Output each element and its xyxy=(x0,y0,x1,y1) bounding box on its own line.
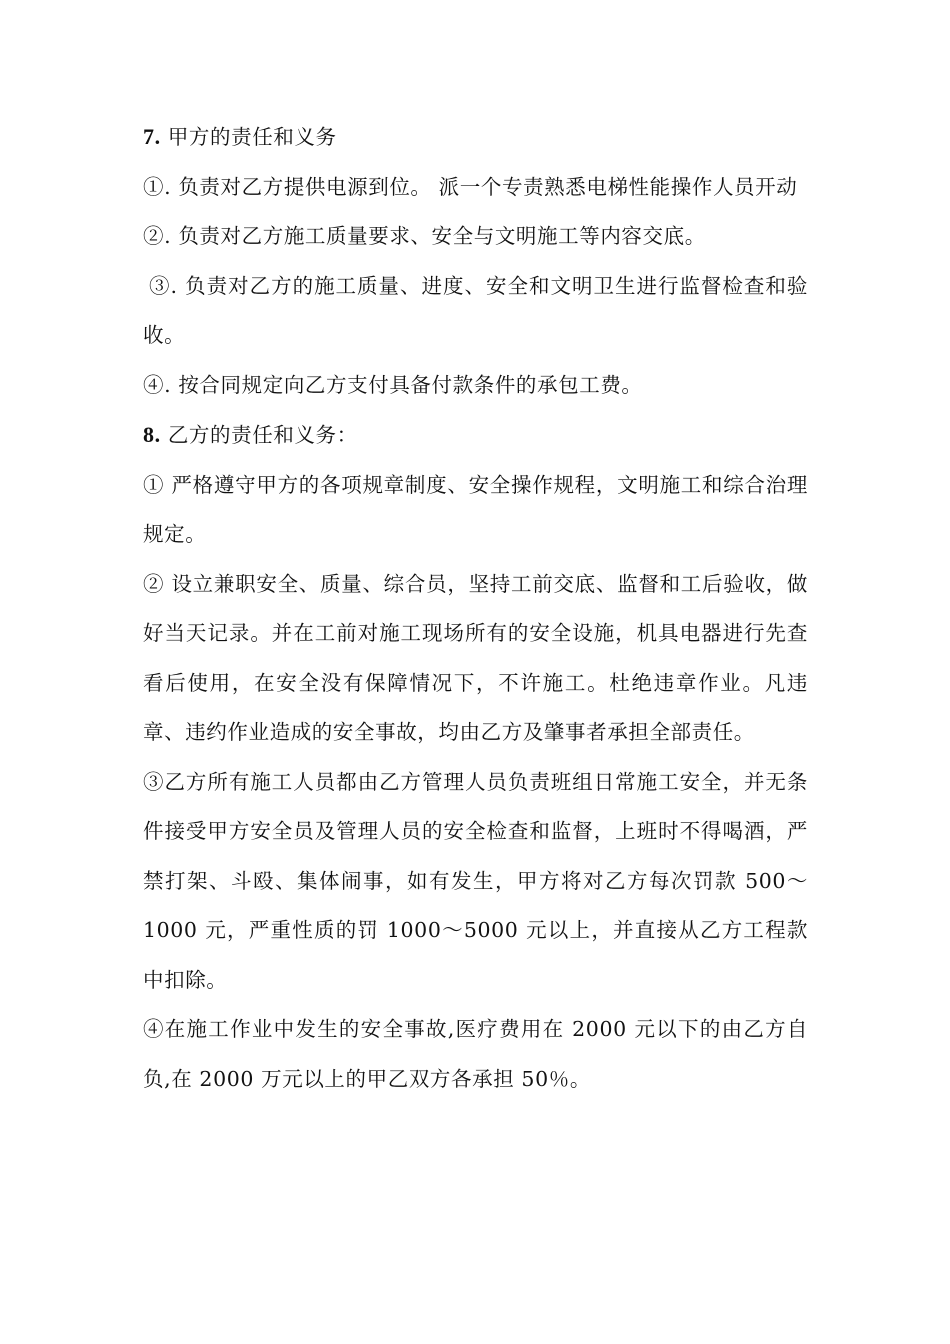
section-title: 甲方的责任和义务 xyxy=(167,125,337,149)
section-heading xyxy=(143,112,808,163)
list-item: ②. 负责对乙方施工质量要求、安全与文明施工等内容交底。 xyxy=(143,224,706,248)
section-heading xyxy=(143,410,808,461)
list-item: ② 设立兼职安全、质量、综合员，坚持工前交底、监督和工后验收，做好当天记录。并在工前对施工现场所有的安全设施，机具电器进行先查看后使用，在安全没有保障情况下，不许施工。杜绝违章作业。凡违章、违约作业造成的安全事故，均由乙方及肇事者承担全部责任。 xyxy=(143,571,808,744)
list-item: ③. 负责对乙方的施工质量、进度、安全和文明卫生进行监督检查和验收。 xyxy=(143,273,808,347)
list-item: ④在施工作业中发生的安全事故,医疗费用在 2000 元以下的由乙方自负,在 2000 万元以上的甲乙双方各承担 50％。 xyxy=(143,1017,808,1091)
list-item: ①. 负责对乙方提供电源到位。 派一个专责熟悉电梯性能操作人员开动 xyxy=(143,174,798,199)
section-title: 乙方的责任和义务： xyxy=(167,423,358,447)
section-number: 7. xyxy=(143,124,161,149)
section-party-a-duties xyxy=(143,112,808,410)
document-page xyxy=(143,112,808,1104)
list-item: ④. 按合同规定向乙方支付具备付款条件的承包工费。 xyxy=(143,372,643,397)
section-number: 8. xyxy=(143,422,161,447)
list-item: ① 严格遵守甲方的各项规章制度、安全操作规程，文明施工和综合治理规定。 xyxy=(143,472,808,546)
section-party-b-duties xyxy=(143,410,808,1104)
list-item: ③乙方所有施工人员都由乙方管理人员负责班组日常施工安全，并无条件接受甲方安全员及管理人员的安全检查和监督，上班时不得喝酒，严禁打架、斗殴、集体闹事，如有发生，甲方将对乙方每次罚款 500～1000 元，严重性质的罚 1000～5000 元以上，并直接从乙方工程款中扣除。 xyxy=(143,769,808,992)
